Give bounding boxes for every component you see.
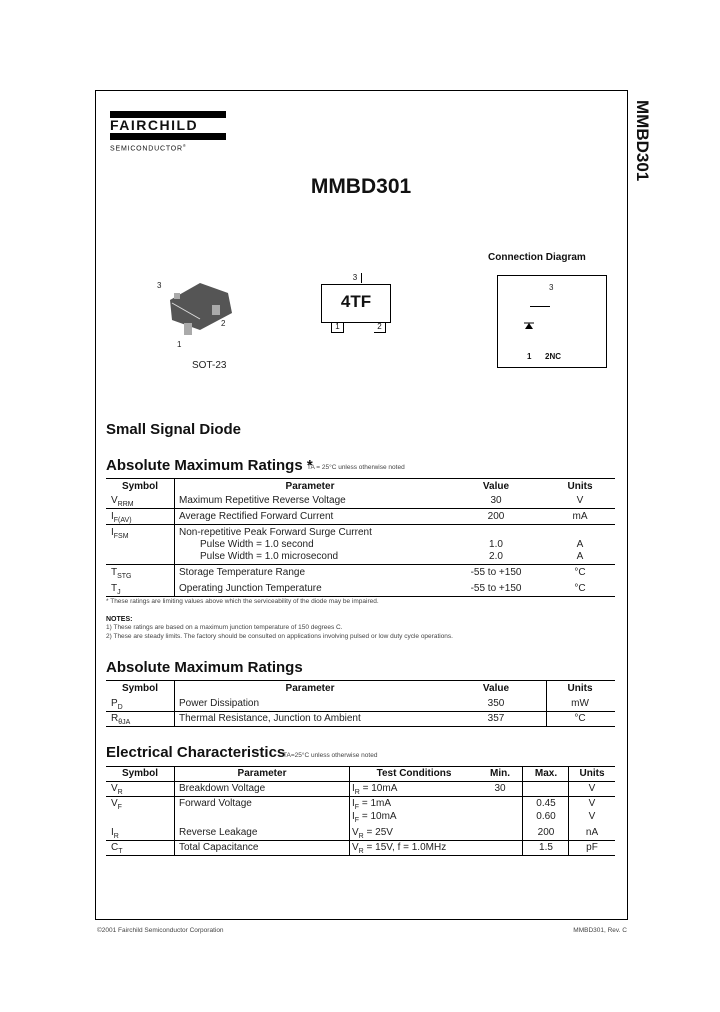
parameter-cell: Non-repetitive Peak Forward Surge Current	[179, 527, 372, 538]
diode-symbol-icon	[524, 322, 534, 330]
condition-note: TA = 25°C unless otherwise noted	[307, 464, 405, 471]
pin-3-label: 3	[549, 283, 554, 292]
condition-part: F	[354, 817, 360, 824]
header-units: Units	[567, 481, 593, 492]
units-cell: nA	[585, 827, 599, 838]
condition-part: I	[352, 798, 355, 809]
test-condition-cell	[352, 798, 391, 811]
pin-label: 1	[177, 340, 182, 349]
header-max: Max.	[534, 768, 558, 779]
connection-diagram-title: Connection Diagram	[488, 252, 586, 263]
symbol-base: T	[111, 583, 118, 594]
units-cell: °C	[574, 713, 586, 724]
header-parameter: Parameter	[285, 481, 335, 492]
note: 2) These are steady limits. The factory should be consulted on applications involving pulsed or low duty cycle operations.	[106, 633, 453, 640]
symbol-base: R	[111, 713, 119, 724]
divider	[106, 855, 615, 856]
parameter-cell: Total Capacitance	[179, 842, 259, 853]
symbol-cell	[111, 567, 132, 580]
section-title: Absolute Maximum Ratings	[106, 659, 303, 676]
divider	[106, 524, 615, 525]
symbol-base: P	[111, 698, 118, 709]
header-value: Value	[482, 683, 510, 694]
header-parameter: Parameter	[285, 683, 335, 694]
header-value: Value	[482, 481, 510, 492]
footer-revision: MMBD301, Rev. C	[573, 927, 627, 934]
units-cell: A	[576, 539, 584, 550]
divider	[106, 840, 615, 841]
page-title: MMBD301	[310, 175, 412, 198]
parameter-cell: Average Rectified Forward Current	[179, 511, 334, 522]
symbol-cell	[111, 527, 129, 540]
divider	[106, 796, 615, 797]
footnote: * These ratings are limiting values above which the serviceability of the diode may be impaired.	[106, 598, 379, 605]
divider	[568, 766, 569, 856]
divider	[522, 766, 523, 856]
pin-box: 2	[374, 322, 386, 333]
condition-part: = 10mA	[359, 783, 398, 794]
fairchild-logo: FAIRCHILD SEMICONDUCTOR®	[110, 111, 226, 152]
condition-part: I	[352, 811, 355, 822]
condition-part: = 25V	[363, 827, 393, 838]
symbol-subscript: R	[113, 833, 119, 840]
condition-part: = 10mA	[359, 811, 397, 822]
symbol-subscript: J	[117, 589, 121, 596]
min-cell: 30	[494, 783, 506, 794]
package-label: SOT-23	[192, 360, 227, 371]
symbol-subscript: D	[117, 704, 123, 711]
condition-part: = 1mA	[359, 798, 392, 809]
symbol-cell	[111, 827, 119, 840]
divider	[349, 766, 350, 856]
header-units: Units	[567, 683, 593, 694]
value-cell: -55 to +150	[470, 583, 522, 594]
header-min: Min.	[490, 768, 510, 779]
pin-box: 1	[331, 322, 344, 333]
symbol-base: I	[111, 511, 114, 522]
value-cell: 2.0	[489, 551, 503, 562]
parameter-cell: Power Dissipation	[179, 698, 260, 709]
symbol-base: T	[111, 567, 118, 578]
value-cell: 200	[487, 511, 505, 522]
parameter-cell: Thermal Resistance, Junction to Ambient	[179, 713, 361, 724]
max-cell: 0.45	[536, 798, 556, 809]
header-test-conditions: Test Conditions	[376, 768, 452, 779]
parameter-cell: Forward Voltage	[179, 798, 252, 809]
frame-left	[95, 90, 96, 920]
units-cell: pF	[586, 842, 598, 853]
symbol-base: V	[111, 798, 118, 809]
divider	[546, 680, 547, 727]
divider	[106, 508, 615, 509]
marking-code: 4TF	[340, 292, 372, 311]
symbol-cell	[111, 495, 134, 508]
parameter-cell: Pulse Width = 1.0 microsecond	[200, 551, 339, 562]
divider	[106, 564, 615, 565]
units-cell: V	[588, 798, 596, 809]
value-cell: 350	[487, 698, 505, 709]
divider	[106, 726, 615, 727]
symbol-subscript: F(AV)	[113, 517, 132, 524]
test-condition-cell	[352, 842, 446, 855]
frame-top	[95, 90, 628, 91]
symbol-cell	[111, 713, 130, 726]
side-part-number: MMBD301	[633, 100, 652, 182]
section-title: Absolute Maximum Ratings *	[106, 457, 313, 474]
frame-right	[627, 90, 628, 920]
symbol-subscript: FSM	[113, 533, 129, 540]
divider	[106, 766, 615, 767]
value-cell: -55 to +150	[470, 567, 522, 578]
condition-note: TA=25°C unless otherwise noted	[283, 752, 378, 759]
condition-part: F	[354, 804, 360, 811]
diode-line	[530, 306, 550, 307]
header-symbol: Symbol	[121, 768, 159, 779]
max-cell: 200	[537, 827, 555, 838]
condition-part: V	[352, 827, 359, 838]
symbol-base: I	[111, 527, 114, 538]
test-condition-cell	[352, 783, 397, 796]
pin-2-label: 2NC	[545, 352, 562, 361]
header-symbol: Symbol	[121, 683, 159, 694]
units-cell: A	[576, 551, 584, 562]
test-condition-cell	[352, 827, 393, 840]
symbol-cell	[111, 698, 123, 711]
value-cell: 30	[490, 495, 502, 506]
notes-title: NOTES:	[106, 616, 133, 623]
symbol-subscript: T	[118, 848, 123, 855]
units-cell: V	[576, 495, 584, 506]
section-title: Electrical Characteristics	[106, 744, 286, 761]
divider	[106, 478, 615, 479]
units-cell: V	[588, 783, 596, 794]
symbol-subscript: θJA	[118, 719, 131, 726]
max-cell: 1.5	[539, 842, 553, 853]
max-cell: 0.60	[536, 811, 556, 822]
pin-1-label: 1	[527, 352, 532, 361]
condition-part: R	[354, 789, 360, 796]
divider	[106, 596, 615, 597]
header-symbol: Symbol	[121, 481, 159, 492]
condition-part: R	[358, 833, 364, 840]
symbol-base: I	[111, 827, 114, 838]
symbol-base: V	[111, 783, 118, 794]
parameter-cell: Reverse Leakage	[179, 827, 258, 838]
parameter-cell: Breakdown Voltage	[179, 783, 266, 794]
units-cell: V	[588, 811, 596, 822]
test-condition-cell	[352, 811, 397, 824]
pin-label: 3	[157, 281, 162, 290]
parameter-cell: Pulse Width = 1.0 second	[200, 539, 314, 550]
pin-label: 2	[221, 319, 226, 328]
symbol-subscript: R	[117, 789, 123, 796]
symbol-subscript: F	[117, 804, 122, 811]
units-cell: °C	[574, 567, 586, 578]
symbol-base: C	[111, 842, 119, 853]
divider	[106, 711, 615, 712]
value-cell: 357	[487, 713, 505, 724]
header-units: Units	[579, 768, 605, 779]
parameter-cell: Storage Temperature Range	[179, 567, 306, 578]
units-cell: mA	[572, 511, 588, 522]
condition-part: I	[352, 783, 355, 794]
symbol-cell	[111, 842, 123, 855]
condition-part: V	[352, 842, 359, 853]
pin-box: 3	[349, 273, 362, 283]
divider	[106, 680, 615, 681]
condition-part: = 15V, f = 1.0MHz	[363, 842, 447, 853]
value-cell: 1.0	[489, 539, 503, 550]
divider	[174, 766, 175, 856]
divider	[174, 478, 175, 596]
sot23-package-image	[160, 275, 240, 345]
footer-copyright: ©2001 Fairchild Semiconductor Corporation	[97, 927, 224, 934]
footer-divider	[95, 919, 628, 920]
symbol-cell	[111, 783, 123, 796]
units-cell: °C	[574, 583, 586, 594]
parameter-cell: Maximum Repetitive Reverse Voltage	[179, 495, 346, 506]
divider	[174, 680, 175, 727]
symbol-base: V	[111, 495, 118, 506]
symbol-cell	[111, 798, 122, 811]
parameter-cell: Operating Junction Temperature	[179, 583, 322, 594]
divider	[106, 781, 615, 782]
symbol-subscript: RRM	[117, 501, 134, 508]
condition-part: R	[358, 848, 364, 855]
symbol-subscript: STG	[117, 573, 132, 580]
symbol-cell	[111, 583, 121, 596]
units-cell: mW	[571, 698, 589, 709]
device-description: Small Signal Diode	[106, 421, 242, 438]
symbol-cell	[111, 511, 132, 524]
note: 1) These ratings are based on a maximum junction temperature of 150 degrees C.	[106, 624, 343, 631]
header-parameter: Parameter	[237, 768, 287, 779]
